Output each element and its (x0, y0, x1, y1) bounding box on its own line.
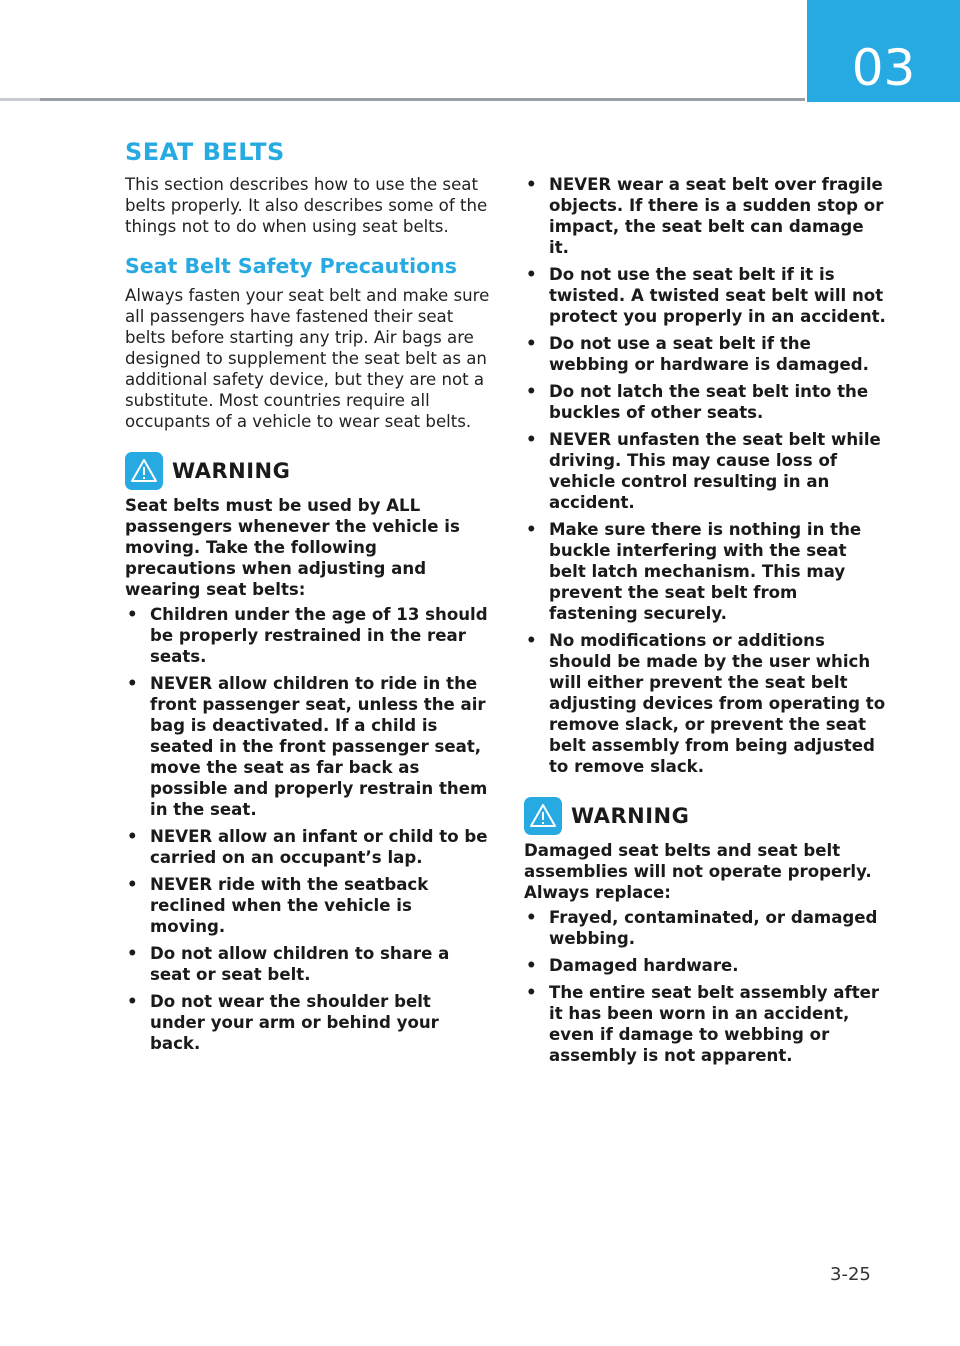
header-rule-accent (0, 98, 40, 101)
list-item: • NEVER wear a seat belt over fragile objects. If there is a sudden stop or impact, the seat belt can damage it. (526, 175, 884, 257)
list-item: • Make sure there is nothing in the buckle interfering with the seat belt latch mechanism. This may prevent the seat belt from fastening securely. (526, 520, 862, 623)
list-item: • NEVER allow an infant or child to be carried on an occupant’s lap. (127, 827, 488, 867)
warning-text: Damaged seat belts and seat belt assemblies will not operate properly. Always replace: (524, 841, 872, 902)
body-paragraph: Always fasten your seat belt and make sure all passengers have fastened their seat belts before starting any trip. Air bags are designed to supplement the seat belt as an additional safety device, but they are not a substitute. Most countries require all occupants of a vehicle to wear seat belts. (125, 286, 490, 431)
section-heading: SEAT BELTS (125, 138, 285, 166)
list-item: • Damaged hardware. (526, 956, 739, 975)
list-item: • Children under the age of 13 should be properly restrained in the rear seats. (127, 605, 488, 666)
right-column (524, 174, 889, 1072)
list-item: • Frayed, contaminated, or damaged webbing. (526, 908, 878, 948)
list-item: • NEVER unfasten the seat belt while driving. This may cause loss of vehicle control resulting in an accident. (526, 430, 881, 512)
warning-header (125, 452, 490, 490)
list-item: • Do not wear the shoulder belt under your arm or behind your back. (127, 992, 439, 1053)
warning-header (524, 797, 889, 835)
warning-text: Seat belts must be used by ALL passengers whenever the vehicle is moving. Take the following precautions when adjusting and wearing seat belts: (125, 496, 460, 599)
list-item: • Do not use a seat belt if the webbing or hardware is damaged. (526, 334, 869, 374)
warning-icon (524, 797, 562, 835)
list-item: • Do not latch the seat belt into the buckles of other seats. (526, 382, 869, 422)
header-rule (0, 98, 805, 101)
list-item: • NEVER ride with the seatback reclined when the vehicle is moving. (127, 875, 429, 936)
warning-list (125, 604, 490, 1054)
subheading: Seat Belt Safety Precautions (125, 254, 457, 278)
chapter-number: 03 (851, 39, 916, 97)
replace-list (524, 907, 889, 1066)
list-item: • Do not allow children to share a seat or seat belt. (127, 944, 450, 984)
warning-title: WARNING (172, 459, 291, 483)
warning-title: WARNING (571, 804, 690, 828)
chapter-tab (807, 0, 960, 102)
list-item: • No modifications or additions should be made by the user which will either prevent the seat belt adjusting devices from operating to remove slack, or prevent the seat belt assembly from being adjusted to remove slack. (526, 631, 886, 776)
list-item: • Do not use the seat belt if it is twisted. A twisted seat belt will not protect you properly in an accident. (526, 265, 886, 326)
warning-icon (125, 452, 163, 490)
page-number: 3-25 (830, 1264, 871, 1285)
precaution-list (524, 174, 889, 777)
left-column (125, 138, 490, 1060)
intro-paragraph: This section describes how to use the seat belts properly. It also describes some of the things not to do when using seat belts. (125, 175, 488, 236)
list-item: • NEVER allow children to ride in the front passenger seat, unless the air bag is deactivated. If a child is seated in the front passenger seat, move the seat as far back as possible and properly restrain them in the seat. (127, 674, 488, 819)
list-item: • The entire seat belt assembly after it has been worn in an accident, even if damage to webbing or assembly is not apparent. (526, 983, 880, 1065)
